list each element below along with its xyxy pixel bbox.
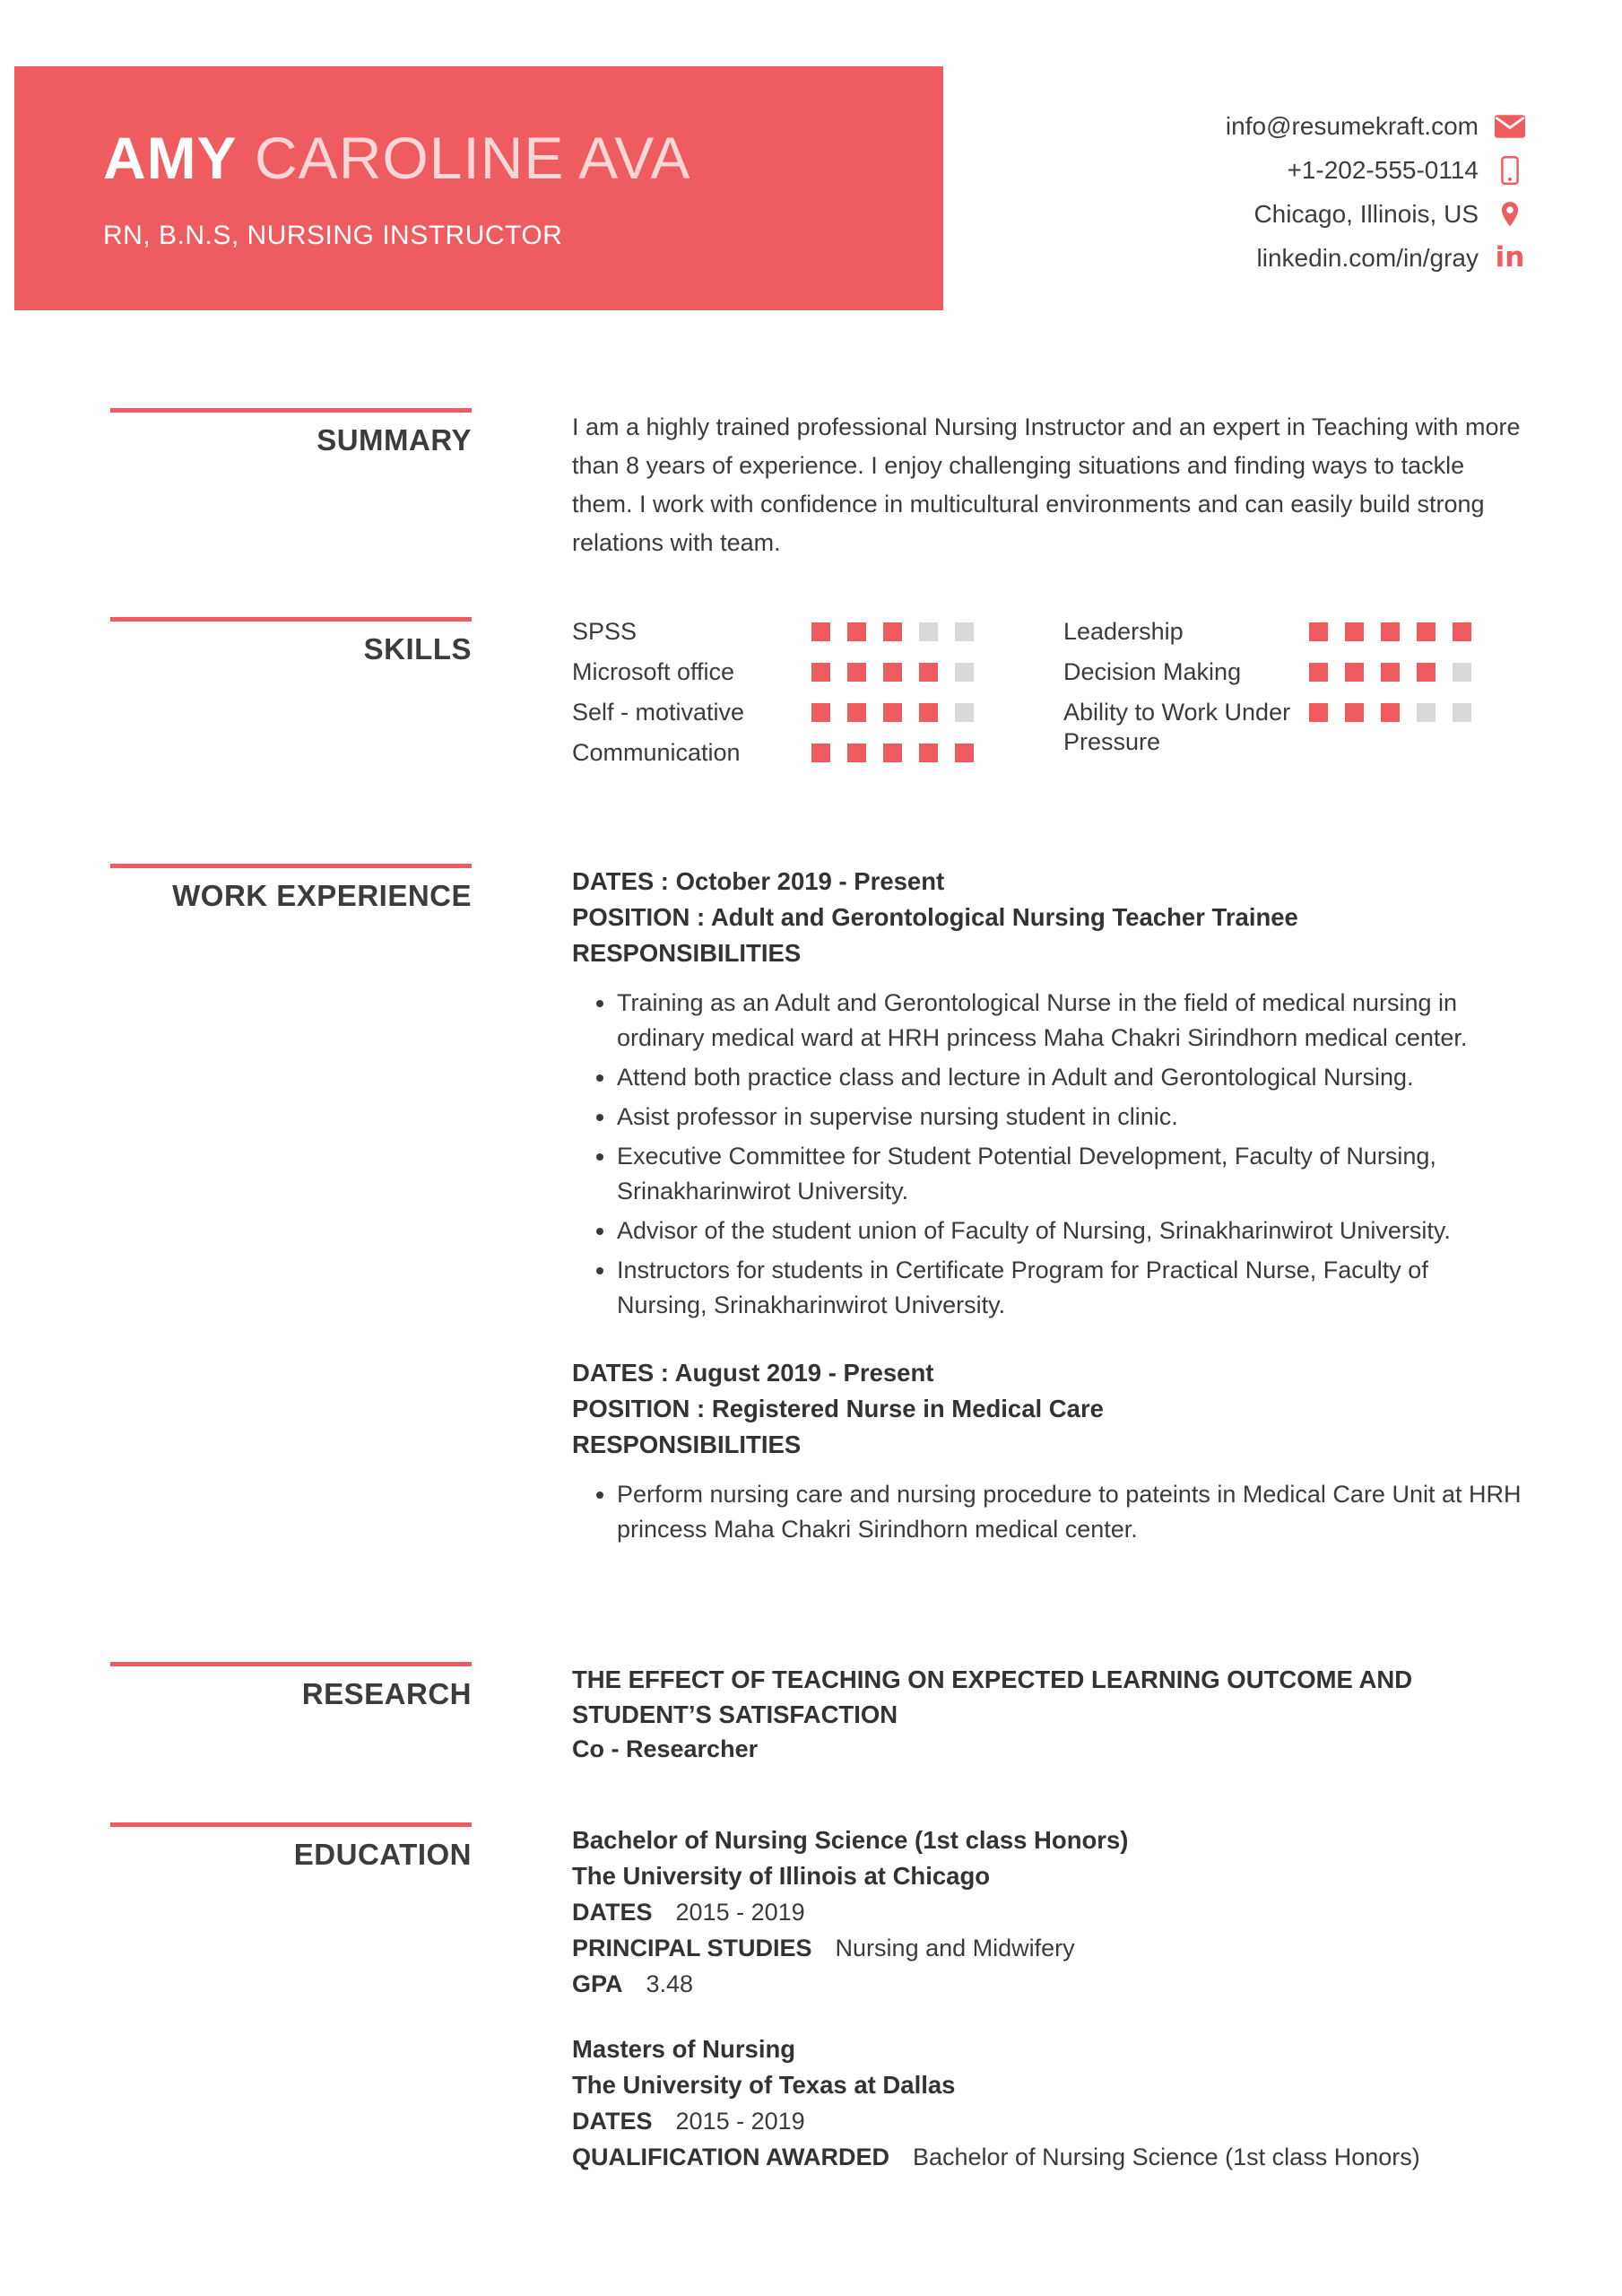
skill-square-filled	[1309, 622, 1328, 641]
skills-section	[110, 617, 1527, 778]
education-field-row	[572, 2139, 1522, 2175]
skill-row	[1063, 617, 1471, 647]
skill-square-filled	[847, 622, 866, 641]
education-field-row	[572, 2103, 1522, 2139]
school-name: The University of Illinois at Chicago	[572, 1862, 991, 1890]
job-entry	[572, 864, 1522, 1323]
skill-level-squares	[811, 663, 974, 682]
summary-section-title: SUMMARY	[110, 408, 472, 457]
field-label: PRINCIPAL STUDIES	[572, 1935, 812, 1961]
phone-icon	[1493, 156, 1527, 185]
skill-square-filled	[847, 663, 866, 682]
location-text: Chicago, Illinois, US	[1253, 199, 1479, 228]
skill-square-empty	[1453, 663, 1471, 682]
bullet-item: • Perform nursing care and nursing procedure to pateints in Medical Care Unit at HRH princess Maha Chakri Sirindhorn medical center.	[617, 1477, 1522, 1547]
degree-title: Masters of Nursing	[572, 2035, 796, 2063]
skill-level-squares	[1309, 703, 1471, 722]
research-role: Co - Researcher	[572, 1735, 759, 1762]
skill-square-filled	[847, 703, 866, 722]
skill-square-filled	[1417, 622, 1436, 641]
skill-row	[572, 738, 974, 768]
skill-square-filled	[883, 703, 902, 722]
skill-row	[1063, 657, 1471, 687]
skill-square-filled	[883, 622, 902, 641]
education-section	[110, 1822, 1527, 2175]
research-section-title: RESEARCH	[110, 1662, 472, 1711]
job-entry	[572, 1355, 1522, 1547]
contact-row-phone	[1226, 148, 1527, 192]
skills-column-right	[1063, 617, 1471, 778]
contact-row-linkedin	[1226, 236, 1527, 280]
skill-square-filled	[955, 744, 974, 762]
skill-square-filled	[811, 622, 830, 641]
skill-row	[572, 698, 974, 727]
candidate-first-name: AMY	[103, 125, 238, 191]
envelope-icon	[1493, 115, 1527, 138]
skill-square-empty	[955, 663, 974, 682]
education-field-row	[572, 1930, 1522, 1966]
skill-square-filled	[883, 744, 902, 762]
field-value: Bachelor of Nursing Science (1st class Honors)	[912, 2144, 1420, 2170]
education-field-row	[572, 1894, 1522, 1930]
skill-name: Communication	[572, 739, 741, 766]
contact-block	[1226, 104, 1527, 280]
skill-square-empty	[955, 622, 974, 641]
bullet-item: • Instructors for students in Certificate Program for Practical Nurse, Faculty of Nursing, Srinakharinwirot University.	[617, 1253, 1522, 1323]
skill-square-filled	[811, 703, 830, 722]
candidate-last-names: CAROLINE AVA	[255, 125, 691, 191]
skill-square-filled	[1453, 622, 1471, 641]
job-position: POSITION : Adult and Gerontological Nursing Teacher Trainee	[572, 903, 1298, 931]
field-label: GPA	[572, 1970, 623, 1997]
skill-name: Self - motivative	[572, 699, 745, 726]
bullet-item: • Attend both practice class and lecture in Adult and Gerontological Nursing.	[617, 1060, 1522, 1095]
skill-name: SPSS	[572, 618, 638, 645]
job-dates: DATES : October 2019 - Present	[572, 867, 945, 895]
skill-square-filled	[1381, 703, 1400, 722]
skill-square-filled	[883, 663, 902, 682]
research-section	[110, 1662, 1527, 1767]
linkedin-icon: in	[1495, 241, 1525, 274]
skill-square-filled	[1417, 663, 1436, 682]
skill-square-filled	[919, 663, 938, 682]
bullet-item: • Advisor of the student union of Faculty of Nursing, Srinakharinwirot University.	[617, 1213, 1522, 1248]
degree-title: Bachelor of Nursing Science (1st class Honors)	[572, 1826, 1129, 1854]
education-entry	[572, 1822, 1522, 2002]
contact-row-location	[1226, 192, 1527, 236]
skill-square-empty	[919, 622, 938, 641]
skill-square-filled	[1309, 703, 1328, 722]
field-value: 2015 - 2019	[675, 2108, 805, 2135]
summary-section	[110, 408, 1527, 562]
skill-row	[572, 617, 974, 647]
research-content	[572, 1662, 1522, 1767]
skill-name: Microsoft office	[572, 658, 735, 685]
education-content	[572, 1822, 1522, 2175]
skill-square-empty	[955, 703, 974, 722]
skill-square-filled	[1345, 663, 1364, 682]
skill-square-filled	[1345, 622, 1364, 641]
job-position: POSITION : Registered Nurse in Medical Care	[572, 1395, 1104, 1422]
skill-name: Leadership	[1063, 618, 1184, 645]
skill-square-filled	[1309, 663, 1328, 682]
job-responsibilities-label: RESPONSIBILITIES	[572, 1431, 802, 1458]
skill-row	[572, 657, 974, 687]
email-text: info@resumekraft.com	[1225, 111, 1479, 140]
linkedin-text: linkedin.com/in/gray	[1256, 243, 1479, 272]
skill-level-squares	[811, 622, 974, 641]
candidate-job-title: RN, B.N.S, NURSING INSTRUCTOR	[103, 221, 563, 250]
job-responsibilities-label: RESPONSIBILITIES	[572, 939, 802, 967]
job-bullet-list	[572, 986, 1522, 1323]
skill-square-filled	[811, 663, 830, 682]
work-experience-section-title: WORK EXPERIENCE	[110, 864, 472, 913]
skill-square-filled	[1345, 703, 1364, 722]
phone-text: +1-202-555-0114	[1287, 155, 1479, 184]
candidate-name	[103, 124, 943, 192]
education-field-row	[572, 1966, 1522, 2002]
location-pin-icon	[1493, 201, 1527, 228]
skill-square-empty	[1417, 703, 1436, 722]
skill-square-filled	[811, 744, 830, 762]
header-banner	[14, 66, 943, 310]
bullet-item: • Training as an Adult and Gerontological Nurse in the field of medical nursing in ordinary medical ward at HRH princess Maha Chakri Sirindhorn medical center.	[617, 986, 1522, 1056]
field-label: QUALIFICATION AWARDED	[572, 2144, 889, 2170]
skills-content	[572, 617, 1522, 778]
field-value: 3.48	[646, 1970, 694, 1997]
skill-level-squares	[1309, 663, 1471, 682]
skill-name: Decision Making	[1063, 658, 1242, 685]
bullet-item: • Executive Committee for Student Potential Development, Faculty of Nursing, Srinakharinwirot University.	[617, 1139, 1522, 1209]
skill-name: Ability to Work Under Pressure	[1063, 699, 1291, 755]
education-entry	[572, 2031, 1522, 2175]
bullet-item: • Asist professor in supervise nursing student in clinic.	[617, 1100, 1522, 1135]
skills-section-title: SKILLS	[110, 617, 472, 666]
work-experience-content	[572, 864, 1522, 1552]
job-dates: DATES : August 2019 - Present	[572, 1359, 934, 1387]
skill-square-filled	[919, 703, 938, 722]
summary-text: I am a highly trained professional Nursing Instructor and an expert in Teaching with more than 8 years of experience. I enjoy challenging situations and finding ways to tackle them. I work with confidence in multicultural environments and can easily build strong relations with team.	[572, 413, 1521, 556]
field-value: Nursing and Midwifery	[835, 1935, 1075, 1961]
work-experience-section	[110, 864, 1527, 1552]
skill-level-squares	[1309, 622, 1471, 641]
job-bullet-list	[572, 1477, 1522, 1547]
school-name: The University of Texas at Dallas	[572, 2071, 956, 2099]
education-section-title: EDUCATION	[110, 1822, 472, 1872]
field-value: 2015 - 2019	[675, 1899, 805, 1926]
field-label: DATES	[572, 1899, 653, 1926]
skill-square-filled	[847, 744, 866, 762]
skill-square-filled	[1381, 663, 1400, 682]
skill-row	[1063, 698, 1471, 757]
skills-column-left	[572, 617, 974, 778]
skill-level-squares	[811, 744, 974, 762]
contact-row-email	[1226, 104, 1527, 148]
research-paper-title: THE EFFECT OF TEACHING ON EXPECTED LEARNING OUTCOME AND STUDENT’S SATISFACTION	[572, 1665, 1413, 1728]
skill-square-empty	[1453, 703, 1471, 722]
skill-level-squares	[811, 703, 974, 722]
skill-square-filled	[1381, 622, 1400, 641]
summary-content	[572, 408, 1522, 562]
skill-square-filled	[919, 744, 938, 762]
field-label: DATES	[572, 2108, 653, 2135]
